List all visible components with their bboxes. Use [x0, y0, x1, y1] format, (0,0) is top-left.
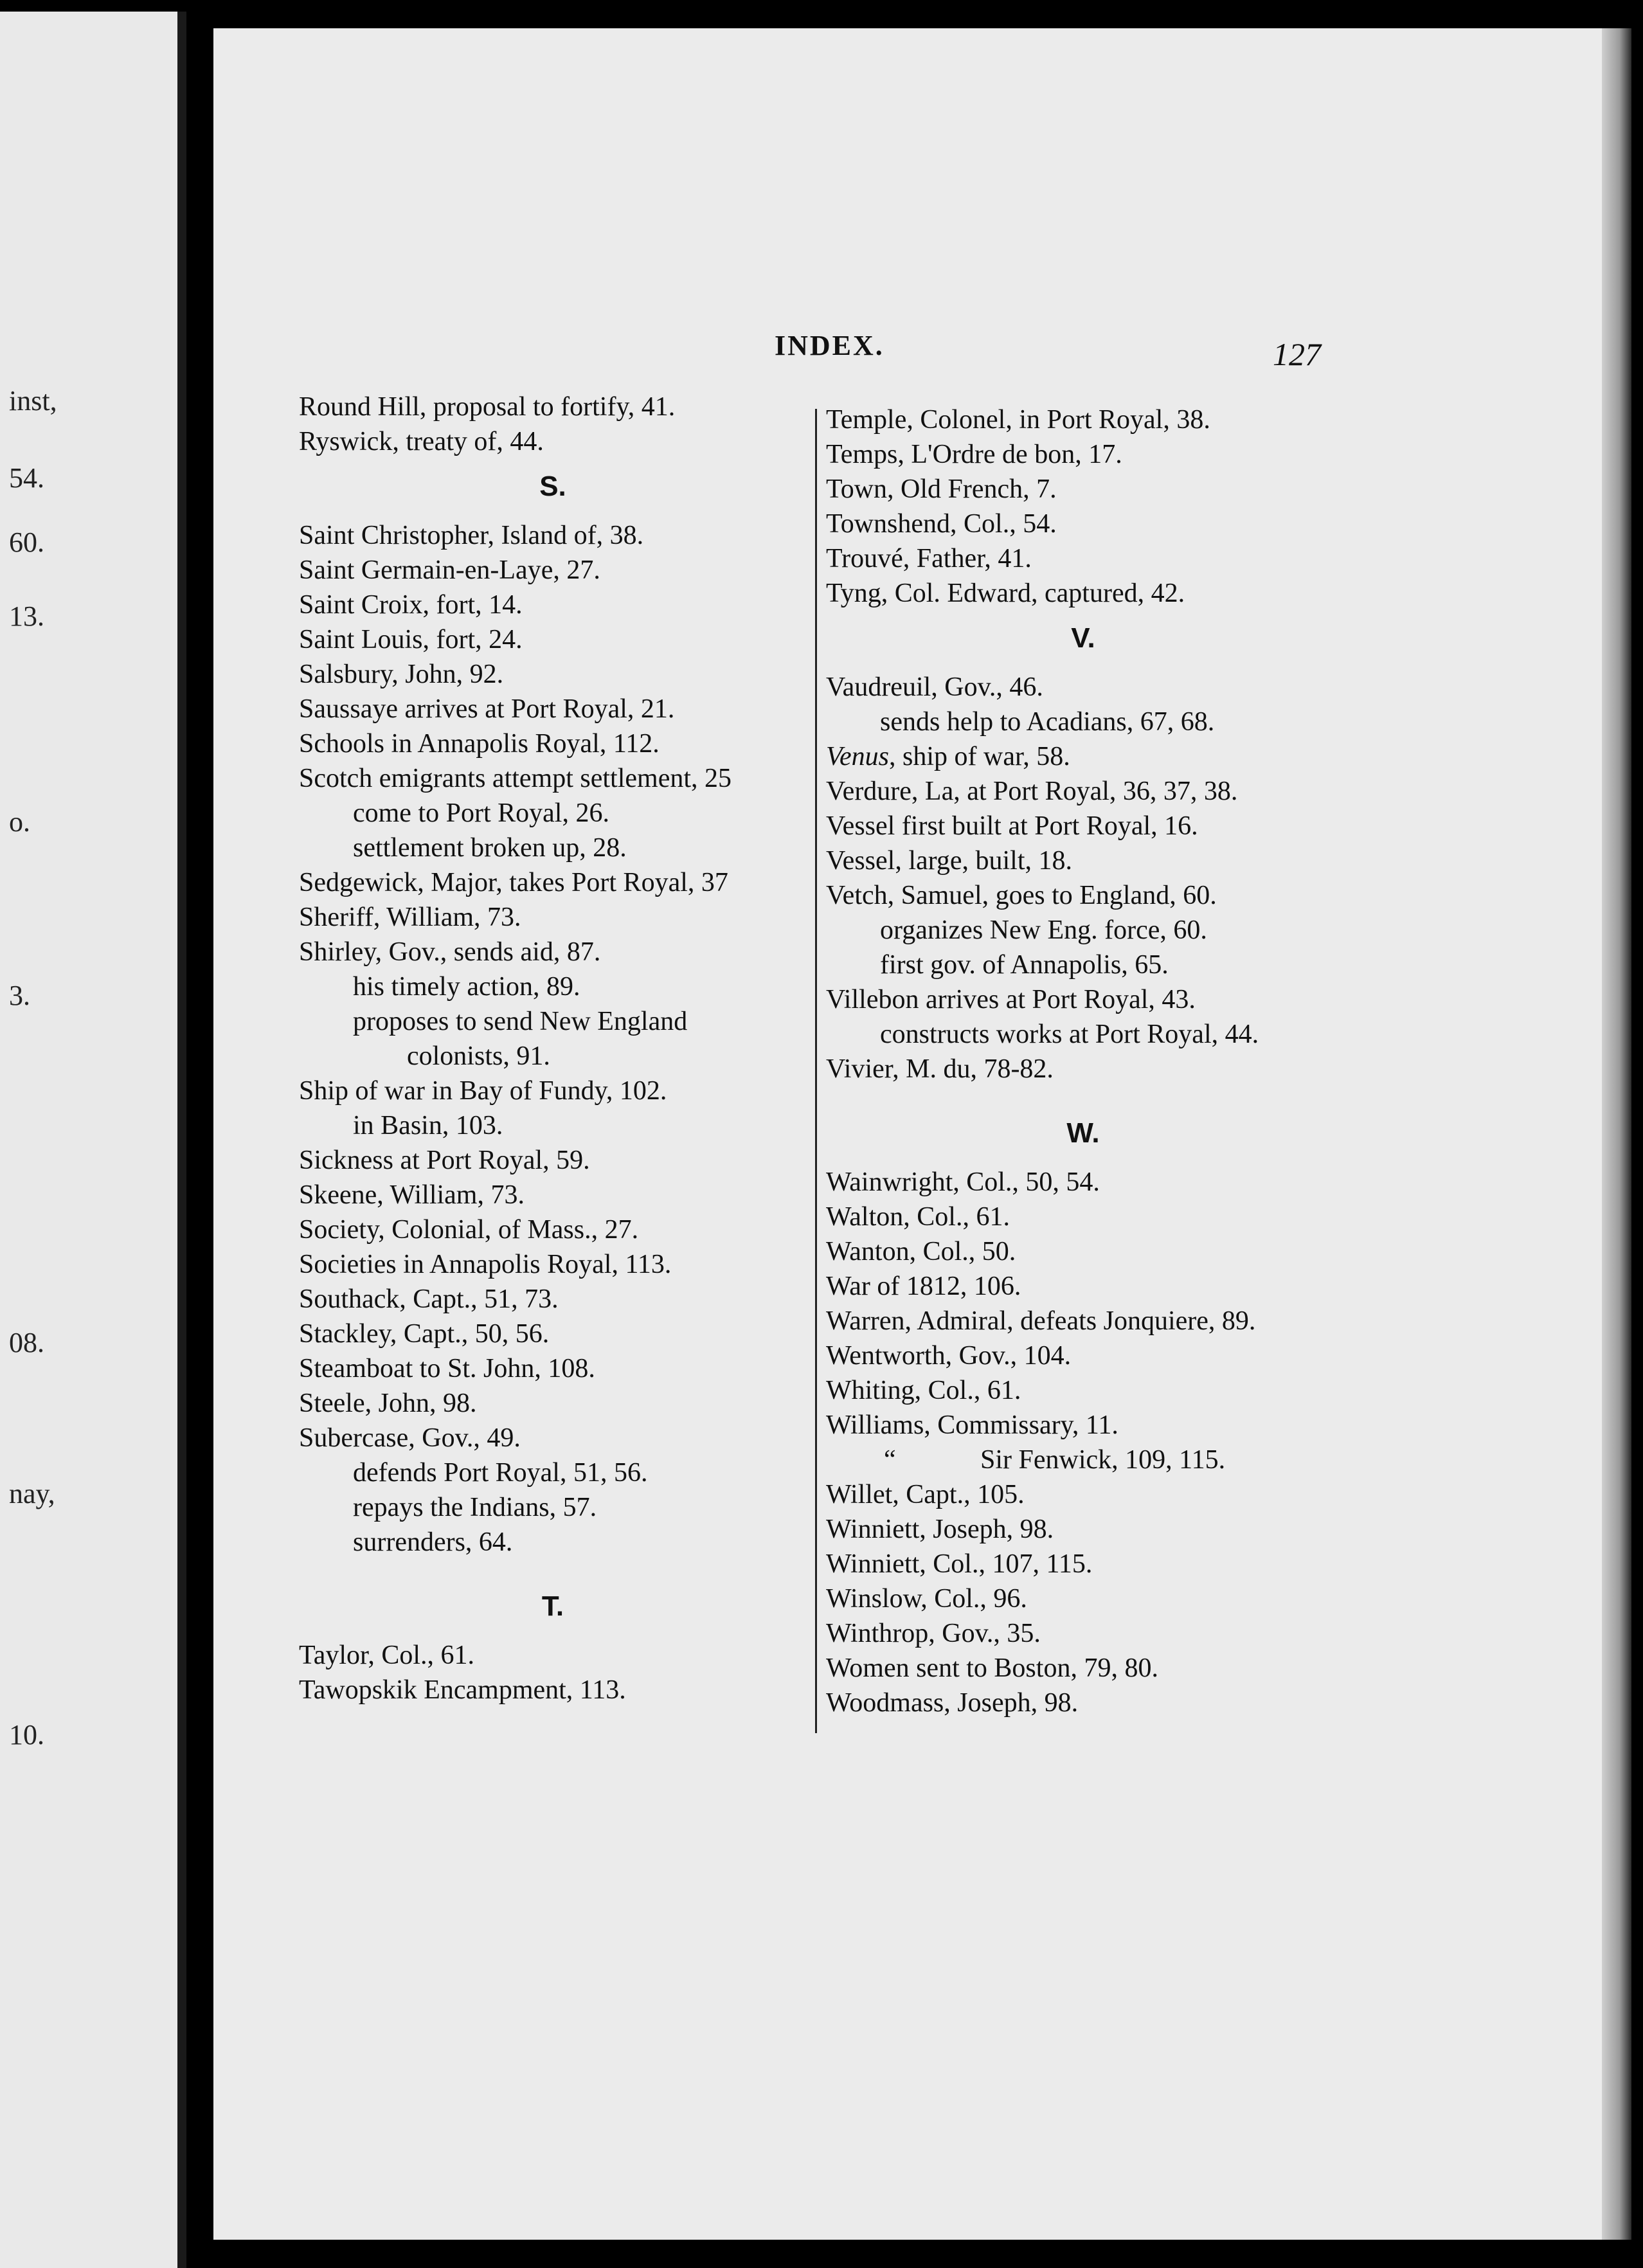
index-entry: settlement broken up, 28. — [353, 833, 627, 863]
index-entry: Women sent to Boston, 79, 80. — [826, 1653, 1158, 1683]
section-letter-v: V. — [1071, 622, 1095, 654]
index-entry: surrenders, 64. — [353, 1527, 513, 1557]
section-letter-t: T. — [541, 1590, 564, 1622]
index-list-w — [826, 1165, 1340, 1720]
index-entry: Ryswick, treaty of, 44. — [299, 427, 544, 456]
index-entry: Tawopskik Encampment, 113. — [299, 1675, 626, 1705]
index-entry: sends help to Acadians, 67, 68. — [880, 707, 1215, 737]
index-entry: Skeene, William, 73. — [299, 1180, 525, 1210]
index-column-right — [826, 402, 1340, 1720]
index-entry: Steele, John, 98. — [299, 1389, 477, 1418]
index-entry: Vessel first built at Port Royal, 16. — [826, 811, 1198, 841]
index-entry: come to Port Royal, 26. — [353, 798, 609, 828]
index-entry: Vaudreuil, Gov., 46. — [826, 672, 1043, 702]
index-entry: Salsbury, John, 92. — [299, 660, 504, 689]
index-entry: Williams, Commissary, 11. — [826, 1410, 1118, 1440]
index-entry: Subercase, Gov., 49. — [299, 1423, 521, 1453]
index-entry: first gov. of Annapolis, 65. — [880, 950, 1169, 980]
index-entry: Wainwright, Col., 50, 54. — [826, 1167, 1100, 1197]
index-entry: Villebon arrives at Port Royal, 43. — [826, 985, 1196, 1014]
index-entry: Stackley, Capt., 50, 56. — [299, 1319, 550, 1349]
index-entry: Sedgewick, Major, takes Port Royal, 37 — [299, 868, 728, 897]
index-entry: constructs works at Port Royal, 44. — [880, 1020, 1259, 1049]
index-entry: Winslow, Col., 96. — [826, 1584, 1027, 1614]
index-list-s — [299, 518, 807, 1560]
index-column-left — [299, 390, 807, 1707]
index-entry: Warren, Admiral, defeats Jonquiere, 89. — [826, 1306, 1256, 1336]
index-entry: Societies in Annapolis Royal, 113. — [299, 1250, 672, 1279]
index-entry: “ Sir Fenwick, 109, 115. — [826, 1443, 1340, 1477]
binding-gutter — [177, 12, 186, 2268]
index-entry: Steamboat to St. John, 108. — [299, 1354, 595, 1383]
index-entry: Vessel, large, built, 18. — [826, 846, 1073, 876]
index-entry: repays the Indians, 57. — [353, 1493, 597, 1522]
index-entry: Ship of war in Bay of Fundy, 102. — [299, 1076, 667, 1106]
index-entry: Schools in Annapolis Royal, 112. — [299, 729, 660, 759]
index-entry: Winthrop, Gov., 35. — [826, 1619, 1041, 1648]
facing-page-fragment: inst, — [9, 385, 57, 417]
index-entry: Winniett, Joseph, 98. — [826, 1515, 1054, 1544]
facing-page-fragment: 60. — [9, 526, 44, 558]
facing-page-fragment: 13. — [9, 600, 44, 632]
index-entry: Town, Old French, 7. — [826, 474, 1057, 504]
index-entry: Scotch emigrants attempt settlement, 25 — [299, 764, 732, 793]
running-header: INDEX. — [775, 330, 884, 361]
index-entry: Shirley, Gov., sends aid, 87. — [299, 937, 601, 967]
index-entry: War of 1812, 106. — [826, 1272, 1021, 1301]
index-entry: Wentworth, Gov., 104. — [826, 1341, 1072, 1371]
index-entry: Saint Christopher, Island of, 38. — [299, 521, 644, 550]
index-entry: organizes New Eng. force, 60. — [880, 915, 1207, 945]
index-entry: Sickness at Port Royal, 59. — [299, 1146, 590, 1175]
section-letter-w: W. — [1066, 1117, 1100, 1149]
index-entry: proposes to send New England — [353, 1007, 688, 1036]
page-number: 127 — [1273, 336, 1321, 372]
index-entry: Woodmass, Joseph, 98. — [826, 1688, 1079, 1718]
index-entry: Willet, Capt., 105. — [826, 1480, 1025, 1509]
index-entry: Saint Germain-en-Laye, 27. — [299, 555, 600, 585]
index-entry: Temple, Colonel, in Port Royal, 38. — [826, 405, 1210, 435]
index-entry: Saint Croix, fort, 14. — [299, 590, 523, 620]
index-entry: Venus, ship of war, 58. — [826, 742, 1070, 771]
index-entry: Winniett, Col., 107, 115. — [826, 1549, 1093, 1579]
facing-page-fragment: o. — [9, 806, 30, 838]
facing-page-fragment: 08. — [9, 1327, 44, 1358]
facing-page-fragment: 3. — [9, 980, 30, 1011]
index-entry: defends Port Royal, 51, 56. — [353, 1458, 648, 1488]
index-entry: his timely action, 89. — [353, 972, 580, 1002]
index-entry: Round Hill, proposal to fortify, 41. — [299, 392, 676, 422]
index-entry: Southack, Capt., 51, 73. — [299, 1284, 559, 1314]
page-edge — [1602, 28, 1631, 2240]
facing-page-fragment: 54. — [9, 462, 44, 494]
index-entry: Sheriff, William, 73. — [299, 903, 521, 932]
index-entry: Vetch, Samuel, goes to England, 60. — [826, 881, 1217, 910]
index-entry: Townshend, Col., 54. — [826, 509, 1057, 539]
index-entry: Verdure, La, at Port Royal, 36, 37, 38. — [826, 777, 1238, 806]
index-entry: Tyng, Col. Edward, captured, 42. — [826, 579, 1185, 608]
index-entry: Saint Louis, fort, 24. — [299, 625, 523, 654]
facing-page-strip — [0, 12, 186, 2268]
index-entry: Walton, Col., 61. — [826, 1202, 1010, 1232]
index-entry: Society, Colonial, of Mass., 27. — [299, 1215, 639, 1245]
index-list-v — [826, 670, 1340, 1086]
index-entry: in Basin, 103. — [353, 1111, 503, 1140]
facing-page-fragment: 10. — [9, 1719, 44, 1751]
facing-page-fragment: nay, — [9, 1478, 55, 1509]
index-entry: Vivier, M. du, 78-82. — [826, 1054, 1054, 1084]
section-letter-s: S. — [539, 471, 566, 502]
index-entry: Wanton, Col., 50. — [826, 1237, 1016, 1266]
column-rule — [815, 409, 817, 1733]
ditto-mark: “ — [884, 1445, 896, 1475]
index-entry: colonists, 91. — [407, 1041, 550, 1071]
index-entry: Trouvé, Father, 41. — [826, 544, 1032, 573]
index-entry: Temps, L'Ordre de bon, 17. — [826, 440, 1122, 469]
index-entry: Saussaye arrives at Port Royal, 21. — [299, 694, 675, 724]
index-entry: Taylor, Col., 61. — [299, 1641, 475, 1670]
index-entry: Whiting, Col., 61. — [826, 1376, 1021, 1405]
